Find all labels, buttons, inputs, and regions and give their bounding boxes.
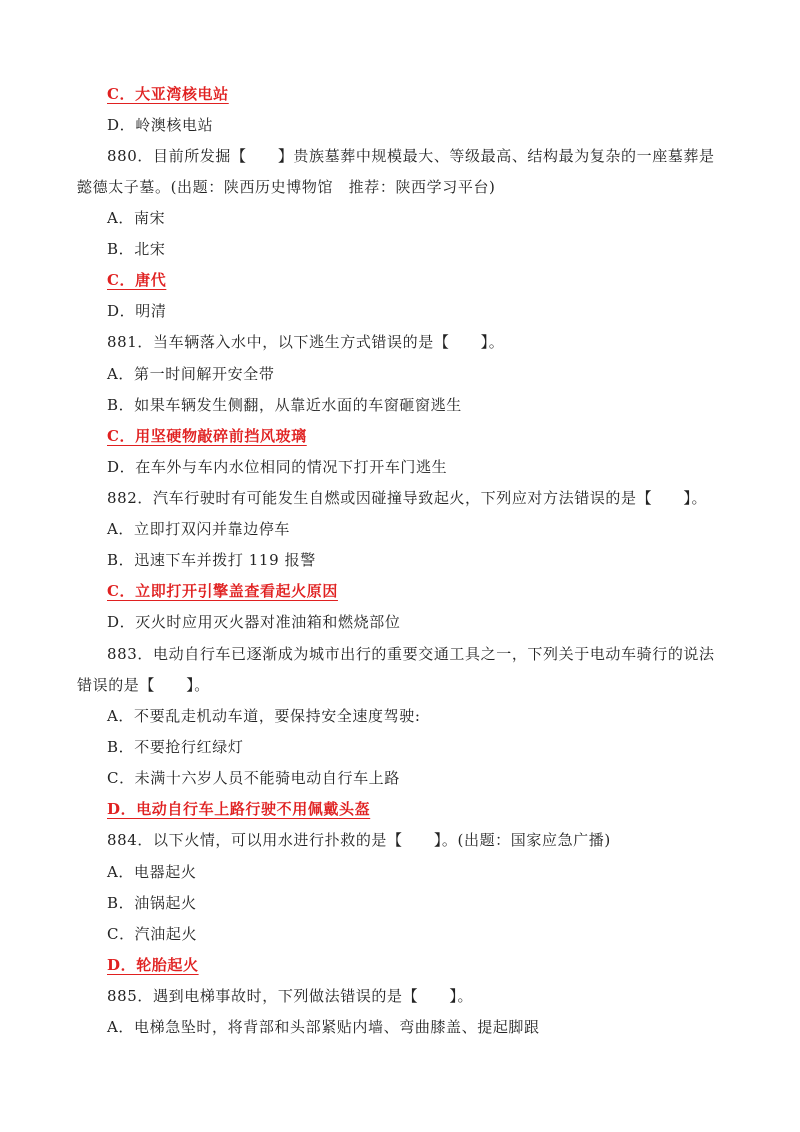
question-882: 882．汽车行驶时有可能发生自燃或因碰撞导致起火，下列应对方法错误的是【 】。 xyxy=(107,489,708,507)
option-answer: D．电动自行车上路行驶不用佩戴头盔 xyxy=(107,800,371,818)
option: B．如果车辆发生侧翻，从靠近水面的车窗砸窗逃生 xyxy=(107,396,462,414)
option-answer: C．唐代 xyxy=(107,271,167,289)
question-883-continued: 错误的是【 】。 xyxy=(77,676,210,694)
option-answer: C．大亚湾核电站 xyxy=(107,85,229,103)
question-880: 880．目前所发掘【 】贵族墓葬中规模最大、等级最高、结构最为复杂的一座墓葬是 xyxy=(107,147,715,165)
option: B．迅速下车并拨打 119 报警 xyxy=(107,551,316,569)
option: B．油锅起火 xyxy=(107,894,197,912)
option: A．电梯急坠时，将背部和头部紧贴内墙、弯曲膝盖、提起脚跟 xyxy=(107,1018,540,1036)
option: D．明清 xyxy=(107,302,167,320)
option: A．南宋 xyxy=(107,209,166,227)
question-884: 884．以下火情，可以用水进行扑救的是【 】。(出题：国家应急广播) xyxy=(107,831,611,849)
question-885: 885．遇到电梯事故时，下列做法错误的是【 】。 xyxy=(107,987,474,1005)
question-880-continued: 懿德太子墓。(出题：陕西历史博物馆 推荐：陕西学习平台) xyxy=(77,178,496,196)
option-answer: D．轮胎起火 xyxy=(107,956,199,974)
option: C．未满十六岁人员不能骑电动自行车上路 xyxy=(107,769,400,787)
option: D．岭澳核电站 xyxy=(107,116,214,134)
option-answer: C．用坚硬物敲碎前挡风玻璃 xyxy=(107,427,307,445)
option: A．电器起火 xyxy=(107,863,197,881)
option: A．立即打双闪并靠边停车 xyxy=(107,520,291,538)
option: C．汽油起火 xyxy=(107,925,198,943)
option: A．第一时间解开安全带 xyxy=(107,365,275,383)
option: A．不要乱走机动车道，要保持安全速度驾驶: xyxy=(107,707,421,725)
option-answer: C．立即打开引擎盖查看起火原因 xyxy=(107,582,338,600)
option: D．在车外与车内水位相同的情况下打开车门逃生 xyxy=(107,458,448,476)
option: B．北宋 xyxy=(107,240,166,258)
option: B．不要抢行红绿灯 xyxy=(107,738,244,756)
question-883: 883．电动自行车已逐渐成为城市出行的重要交通工具之一，下列关于电动车骑行的说法 xyxy=(107,645,715,663)
option: D．灭火时应用灭火器对准油箱和燃烧部位 xyxy=(107,613,401,631)
question-881: 881．当车辆落入水中，以下逃生方式错误的是【 】。 xyxy=(107,333,505,351)
